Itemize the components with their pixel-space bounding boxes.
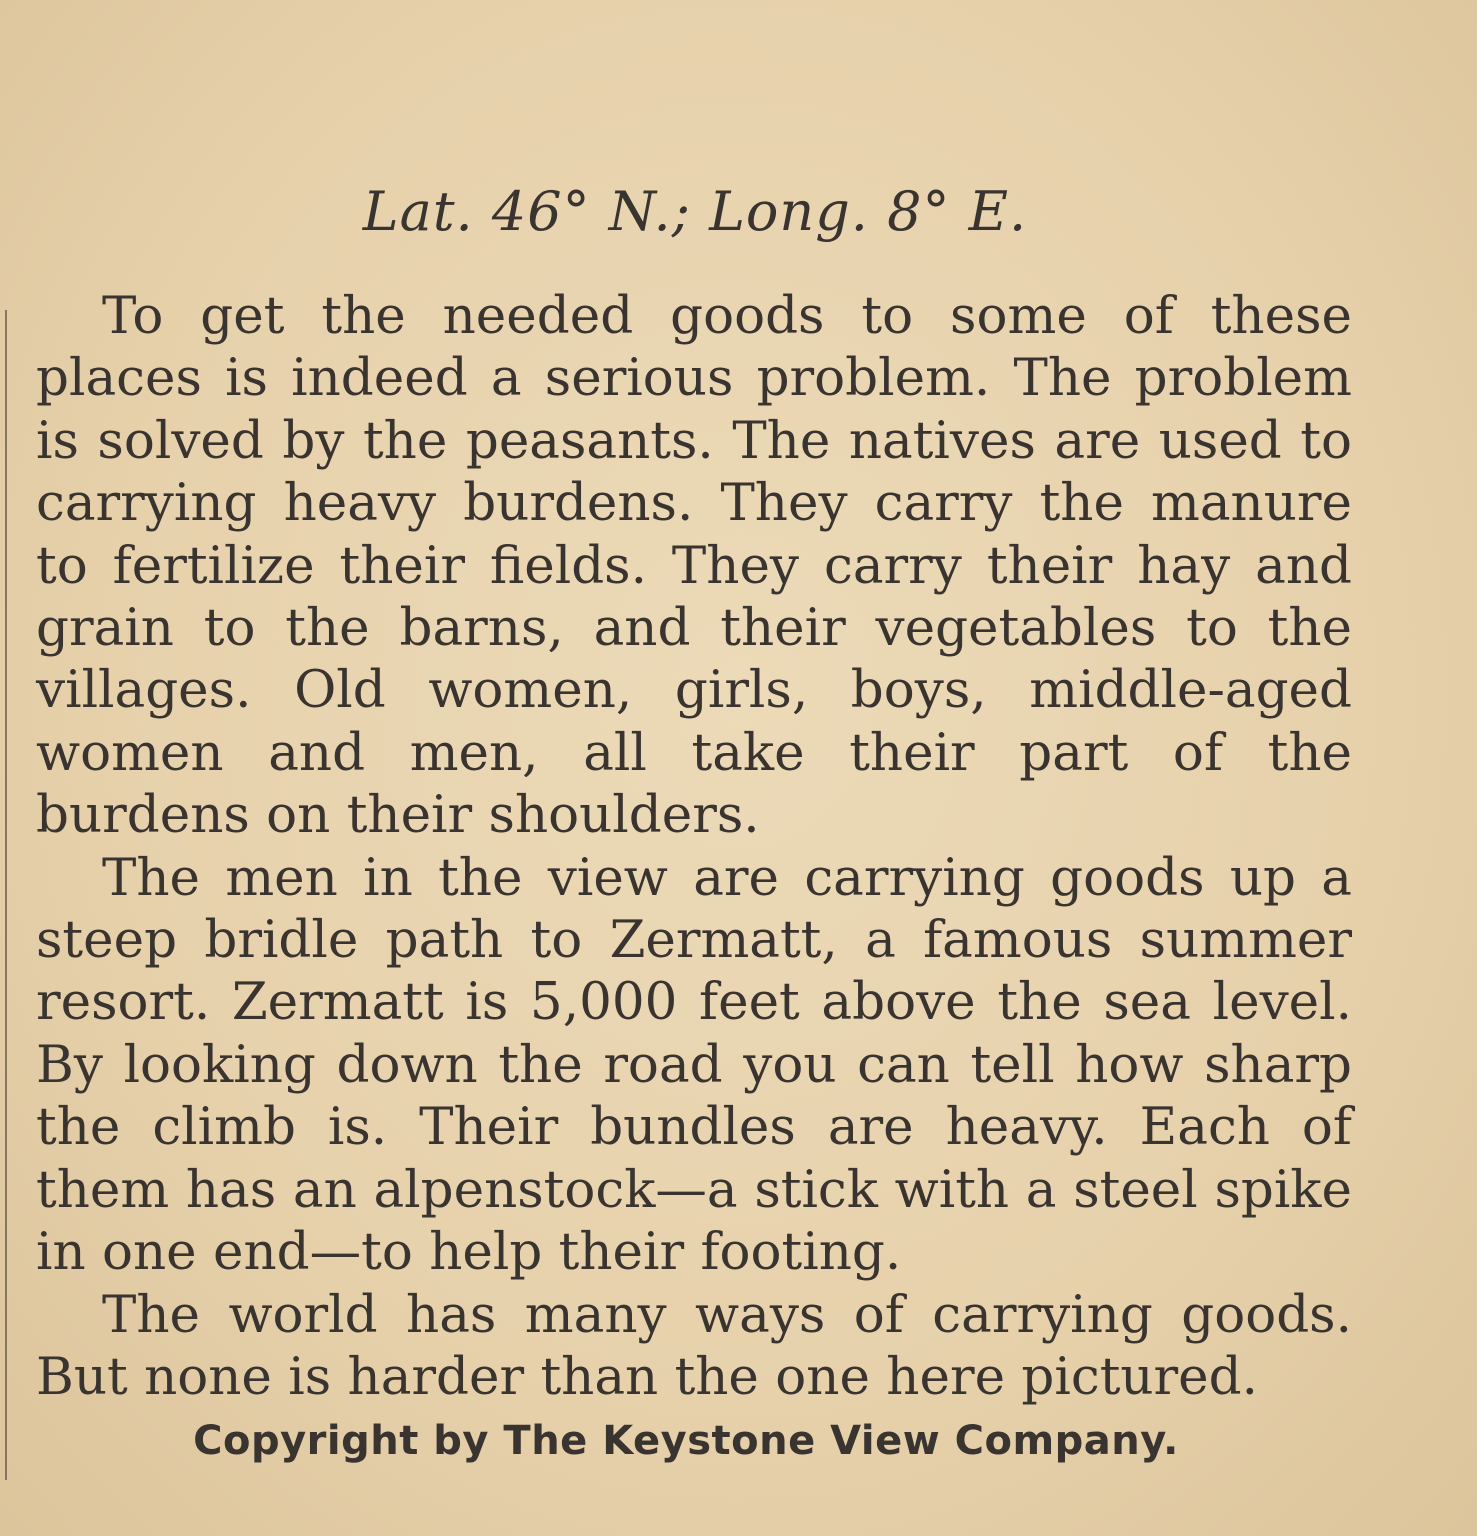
left-edge-rule bbox=[5, 310, 7, 1480]
copyright-line: Copyright by The Keystone View Company. bbox=[193, 1418, 1179, 1464]
description-text bbox=[36, 285, 1352, 1408]
coordinates-heading: Lat. 46° N.; Long. 8° E. bbox=[362, 180, 1028, 243]
paragraph-1: To get the needed goods to some of these places is indeed a serious problem. The problem is solved by the peasants. The natives are used to carrying heavy burdens. They carry the manure to fertilize their fields. They carry their hay and grain to the barns, and their vegetables to the villages. Old women, girls, boys, middle-aged women and men, all take their part of the burdens on their shoulders. bbox=[36, 286, 1352, 846]
paragraph-3: The world has many ways of carrying goods. But none is harder than the one here pictured. bbox=[36, 1284, 1352, 1407]
paragraph-2: The men in the view are carrying goods up a steep bridle path to Zermatt, a famous summer resort. Zermatt is 5,000 feet above the sea level. By looking down the road you can tell how sharp the climb is. Their bundles are heavy. Each of them has an alpenstock—a stick with a steel spike in one end—to help their footing. bbox=[36, 847, 1352, 1283]
